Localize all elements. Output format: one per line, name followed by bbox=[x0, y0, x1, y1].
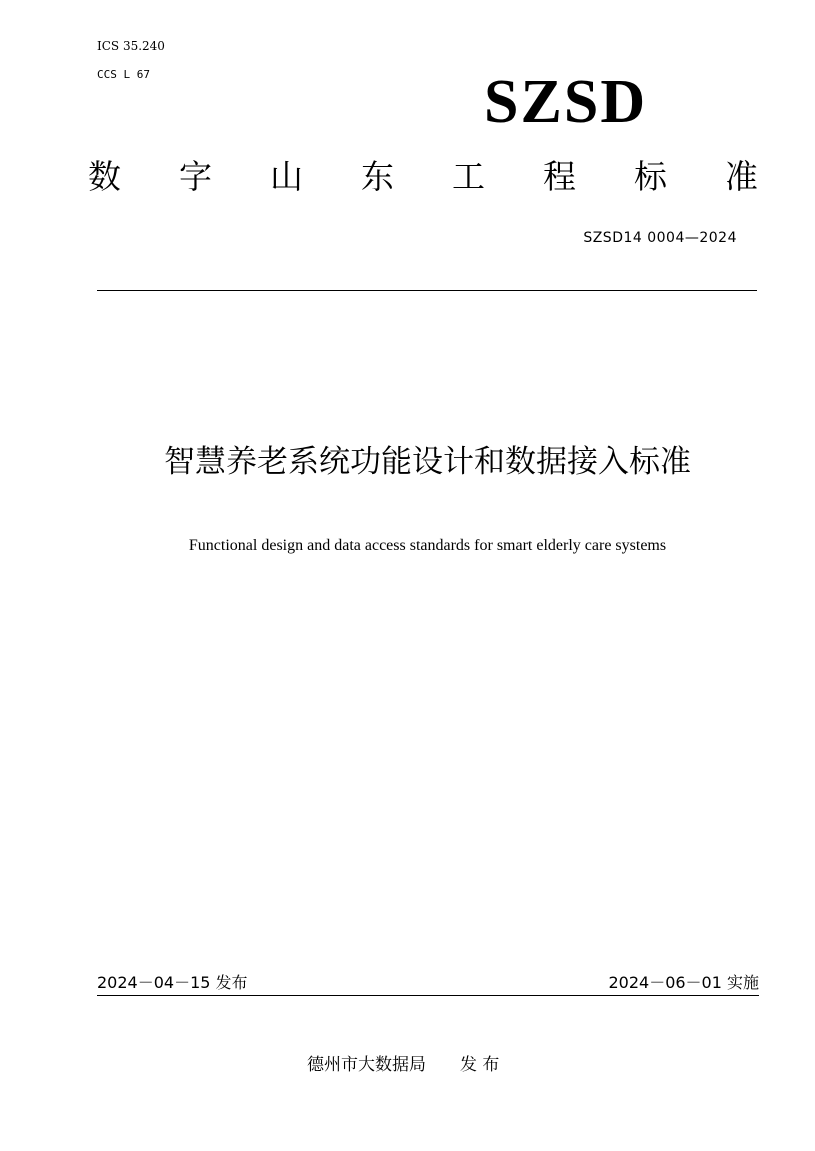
top-divider bbox=[97, 290, 757, 291]
standard-type-char: 山 bbox=[270, 157, 303, 196]
standard-logo: SZSD bbox=[484, 68, 648, 136]
implementation-date: 2024－06－01 实施 bbox=[608, 973, 759, 992]
bottom-divider bbox=[97, 995, 759, 996]
document-title-english: Functional design and data access standards for smart elderly care systems bbox=[188, 537, 667, 554]
release-date: 2024－04－15 发布 bbox=[97, 973, 248, 992]
standard-type-char: 准 bbox=[725, 157, 758, 196]
issuer-line bbox=[307, 1053, 499, 1077]
ccs-code: CCS L 67 bbox=[97, 68, 150, 81]
standard-type-char: 程 bbox=[543, 157, 576, 196]
standard-type-char: 标 bbox=[634, 157, 667, 196]
standard-type-char: 东 bbox=[361, 157, 394, 196]
standard-type-heading bbox=[88, 153, 758, 201]
ics-code: ICS 35.240 bbox=[97, 39, 165, 53]
standard-number: SZSD14 0004—2024 bbox=[583, 230, 737, 246]
standard-type-char: 数 bbox=[88, 157, 121, 196]
issuer-action: 发 布 bbox=[460, 1055, 500, 1075]
standard-type-char: 工 bbox=[452, 157, 485, 196]
standard-type-char: 字 bbox=[179, 157, 212, 196]
document-title-chinese: 智慧养老系统功能设计和数据接入标准 bbox=[164, 444, 691, 480]
issuer-name: 德州市大数据局 bbox=[307, 1055, 426, 1075]
